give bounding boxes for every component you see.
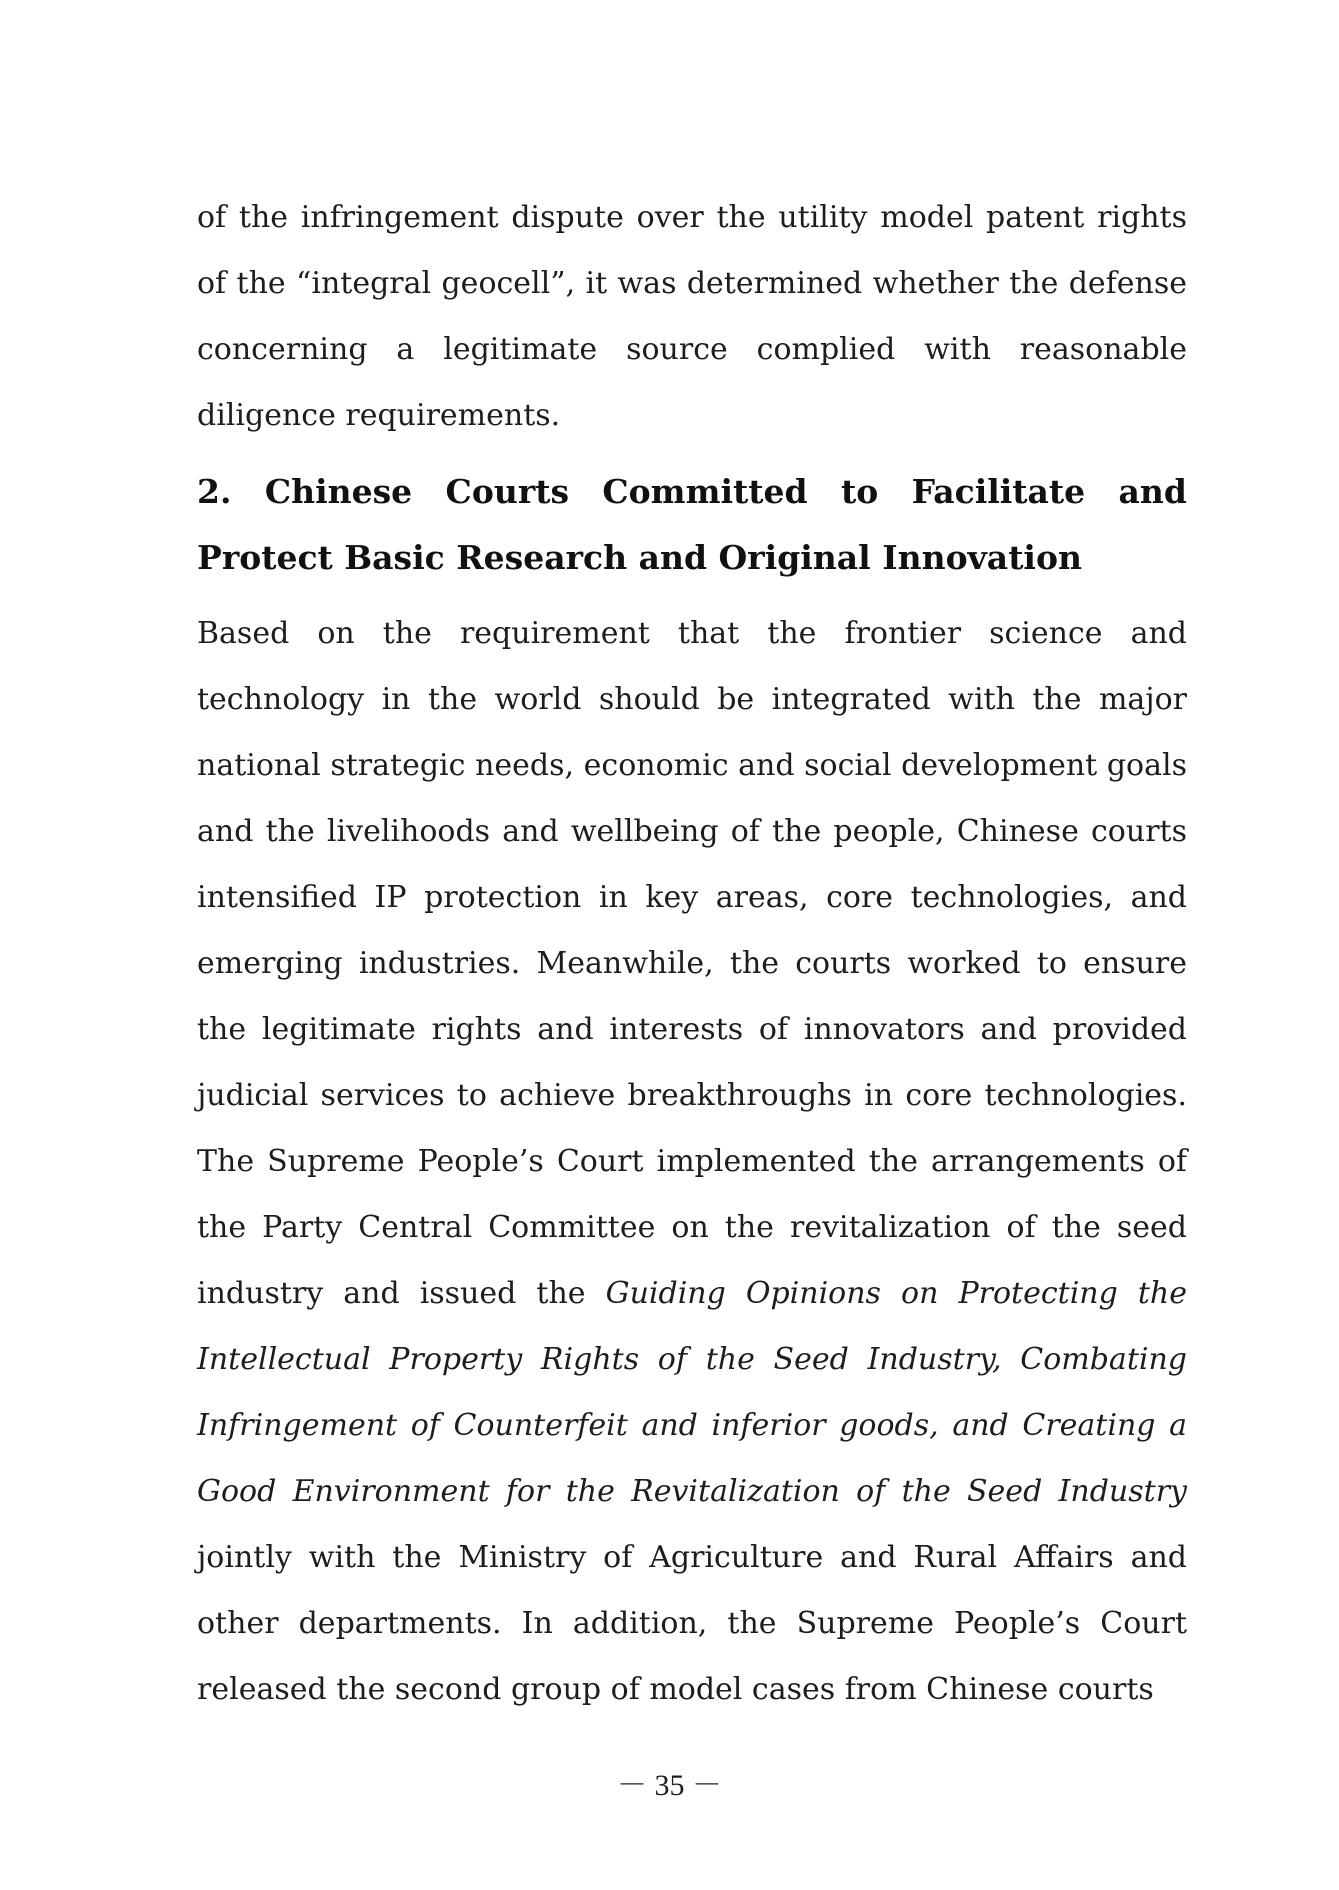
body-paragraph <box>197 601 1187 1723</box>
intro-paragraph: of the infringement dispute over the utility model patent rights of the “integral geocell”, it was determined whether the defense concerning a legitimate source complied with reasonable diligence requirements. <box>197 200 1187 433</box>
body-text-part1: Based on the requirement that the frontier science and technology in the world should be integrated with the major national strategic needs, economic and social development goals and the livelihoods and wellbeing of the people, Chinese courts intensified IP protection in key areas, core technologies, and emerging industries. Meanwhile, the courts worked to ensure the legitimate rights and interests of innovators and provided judicial services to achieve breakthroughs in core technologies. The Supreme People’s Court implemented the arrangements of the Party Central Committee on the revitalization of the seed industry and issued the <box>197 616 1187 1311</box>
body-text-part2: jointly with the Ministry of Agriculture and Rural Affairs and other departments. In addition, the Supreme People’s Court released the second group of model cases from Chinese courts <box>197 1540 1187 1707</box>
section-heading: 2. Chinese Courts Committed to Facilitate and Protect Basic Research and Original Innovation <box>197 472 1187 577</box>
page-number: － 35 － <box>617 1769 722 1802</box>
guiding-opinions-title: Guiding Opinions on Protecting the Intellectual Property Rights of the Seed Industry, Combating Infringement of Counterfeit and inferior goods, and Creating a Good Environment for the Revitalization of the Seed Industry <box>197 1276 1187 1509</box>
page-content <box>197 185 1187 1723</box>
